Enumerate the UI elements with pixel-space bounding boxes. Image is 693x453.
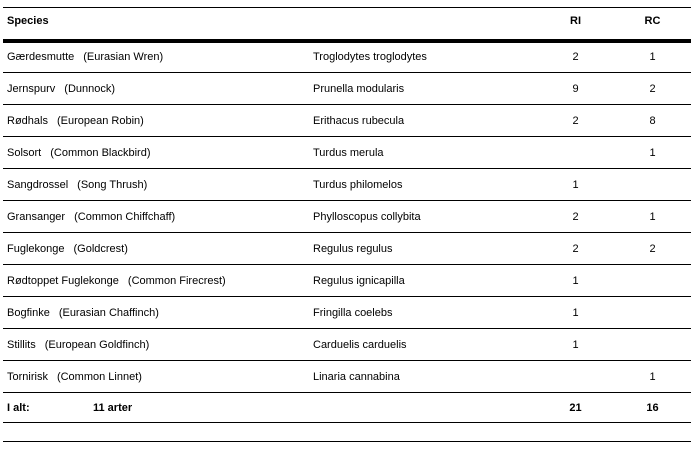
table-row (3, 169, 691, 201)
species-name-cell (3, 137, 309, 169)
ri-count: 1 (572, 306, 579, 319)
species-name-cell (3, 41, 309, 73)
common-name: (European Robin) (56, 114, 144, 127)
rc-count: 2 (649, 82, 656, 95)
danish-name: Rødtoppet Fuglekonge (7, 274, 119, 287)
species-table (3, 7, 691, 423)
table-row (3, 137, 691, 169)
common-name: (Common Chiffchaff) (74, 210, 176, 223)
danish-name: Stillits (7, 338, 36, 351)
table-body (3, 41, 691, 393)
rc-count: 1 (649, 146, 656, 159)
ri-count: 1 (572, 338, 579, 351)
totals-count: 11 arter (93, 401, 133, 414)
ri-count: 1 (572, 274, 579, 287)
latin-name: Turdus philomelos (313, 178, 403, 191)
bottom-rule (3, 441, 691, 442)
common-name: (Goldcrest) (73, 242, 128, 255)
header-species: Species (3, 8, 537, 41)
species-name-cell (3, 105, 309, 137)
species-name-cell (3, 265, 309, 297)
totals-row (3, 393, 691, 423)
rc-count (614, 169, 691, 201)
table-row (3, 265, 691, 297)
rc-count: 1 (649, 370, 656, 383)
danish-name: Jernspurv (7, 82, 56, 95)
species-name-cell (3, 329, 309, 361)
common-name: (Eurasian Chaffinch) (58, 306, 159, 319)
latin-name: Regulus ignicapilla (313, 274, 405, 287)
rc-count: 8 (649, 114, 656, 127)
ri-count: 2 (572, 242, 579, 255)
table-row (3, 329, 691, 361)
table-row (3, 105, 691, 137)
danish-name: Gærdesmutte (7, 51, 75, 64)
header-rc: RC (614, 8, 691, 41)
danish-name: Fuglekonge (7, 242, 65, 255)
table-row (3, 41, 691, 73)
common-name: (Eurasian Wren) (83, 51, 164, 64)
ri-count: 9 (572, 82, 579, 95)
latin-name: Carduelis carduelis (313, 338, 407, 351)
latin-name: Turdus merula (313, 146, 384, 159)
latin-name: Regulus regulus (313, 242, 393, 255)
danish-name: Rødhals (7, 114, 48, 127)
species-name-cell (3, 73, 309, 105)
common-name: (Common Blackbird) (50, 146, 151, 159)
danish-name: Solsort (7, 146, 42, 159)
header-ri: RI (537, 8, 614, 41)
latin-name: Prunella modularis (313, 82, 405, 95)
common-name: (European Goldfinch) (44, 338, 150, 351)
danish-name: Sangdrossel (7, 178, 69, 191)
ri-count (537, 137, 614, 169)
totals-ri: 21 (569, 401, 582, 414)
latin-name: Phylloscopus collybita (313, 210, 421, 223)
table-row (3, 233, 691, 265)
rc-count (614, 265, 691, 297)
rc-count: 2 (649, 242, 656, 255)
danish-name: Tornirisk (7, 370, 48, 383)
latin-name: Fringilla coelebs (313, 306, 393, 319)
danish-name: Gransanger (7, 210, 66, 223)
rc-count (614, 329, 691, 361)
totals-label: I alt: (7, 401, 30, 414)
latin-name: Linaria cannabina (313, 370, 400, 383)
ri-count: 2 (572, 114, 579, 127)
rc-count: 1 (649, 51, 656, 64)
species-name-cell (3, 233, 309, 265)
latin-name: Erithacus rubecula (313, 114, 405, 127)
ri-count (537, 361, 614, 393)
latin-name: Troglodytes troglodytes (313, 51, 427, 64)
table-row (3, 361, 691, 393)
table-row (3, 297, 691, 329)
species-name-cell (3, 361, 309, 393)
totals-rc: 16 (646, 401, 659, 414)
table-row (3, 201, 691, 233)
common-name: (Common Linnet) (56, 370, 142, 383)
ri-count: 1 (572, 178, 579, 191)
common-name: (Song Thrush) (77, 178, 148, 191)
ri-count: 2 (572, 51, 579, 64)
rc-count (614, 297, 691, 329)
table-header-row (3, 8, 691, 41)
species-name-cell (3, 169, 309, 201)
common-name: (Common Firecrest) (127, 274, 226, 287)
rc-count: 1 (649, 210, 656, 223)
common-name: (Dunnock) (64, 82, 116, 95)
table-row (3, 73, 691, 105)
totals-label-cell (3, 393, 537, 423)
ri-count: 2 (572, 210, 579, 223)
species-name-cell (3, 297, 309, 329)
species-name-cell (3, 201, 309, 233)
danish-name: Bogfinke (7, 306, 50, 319)
